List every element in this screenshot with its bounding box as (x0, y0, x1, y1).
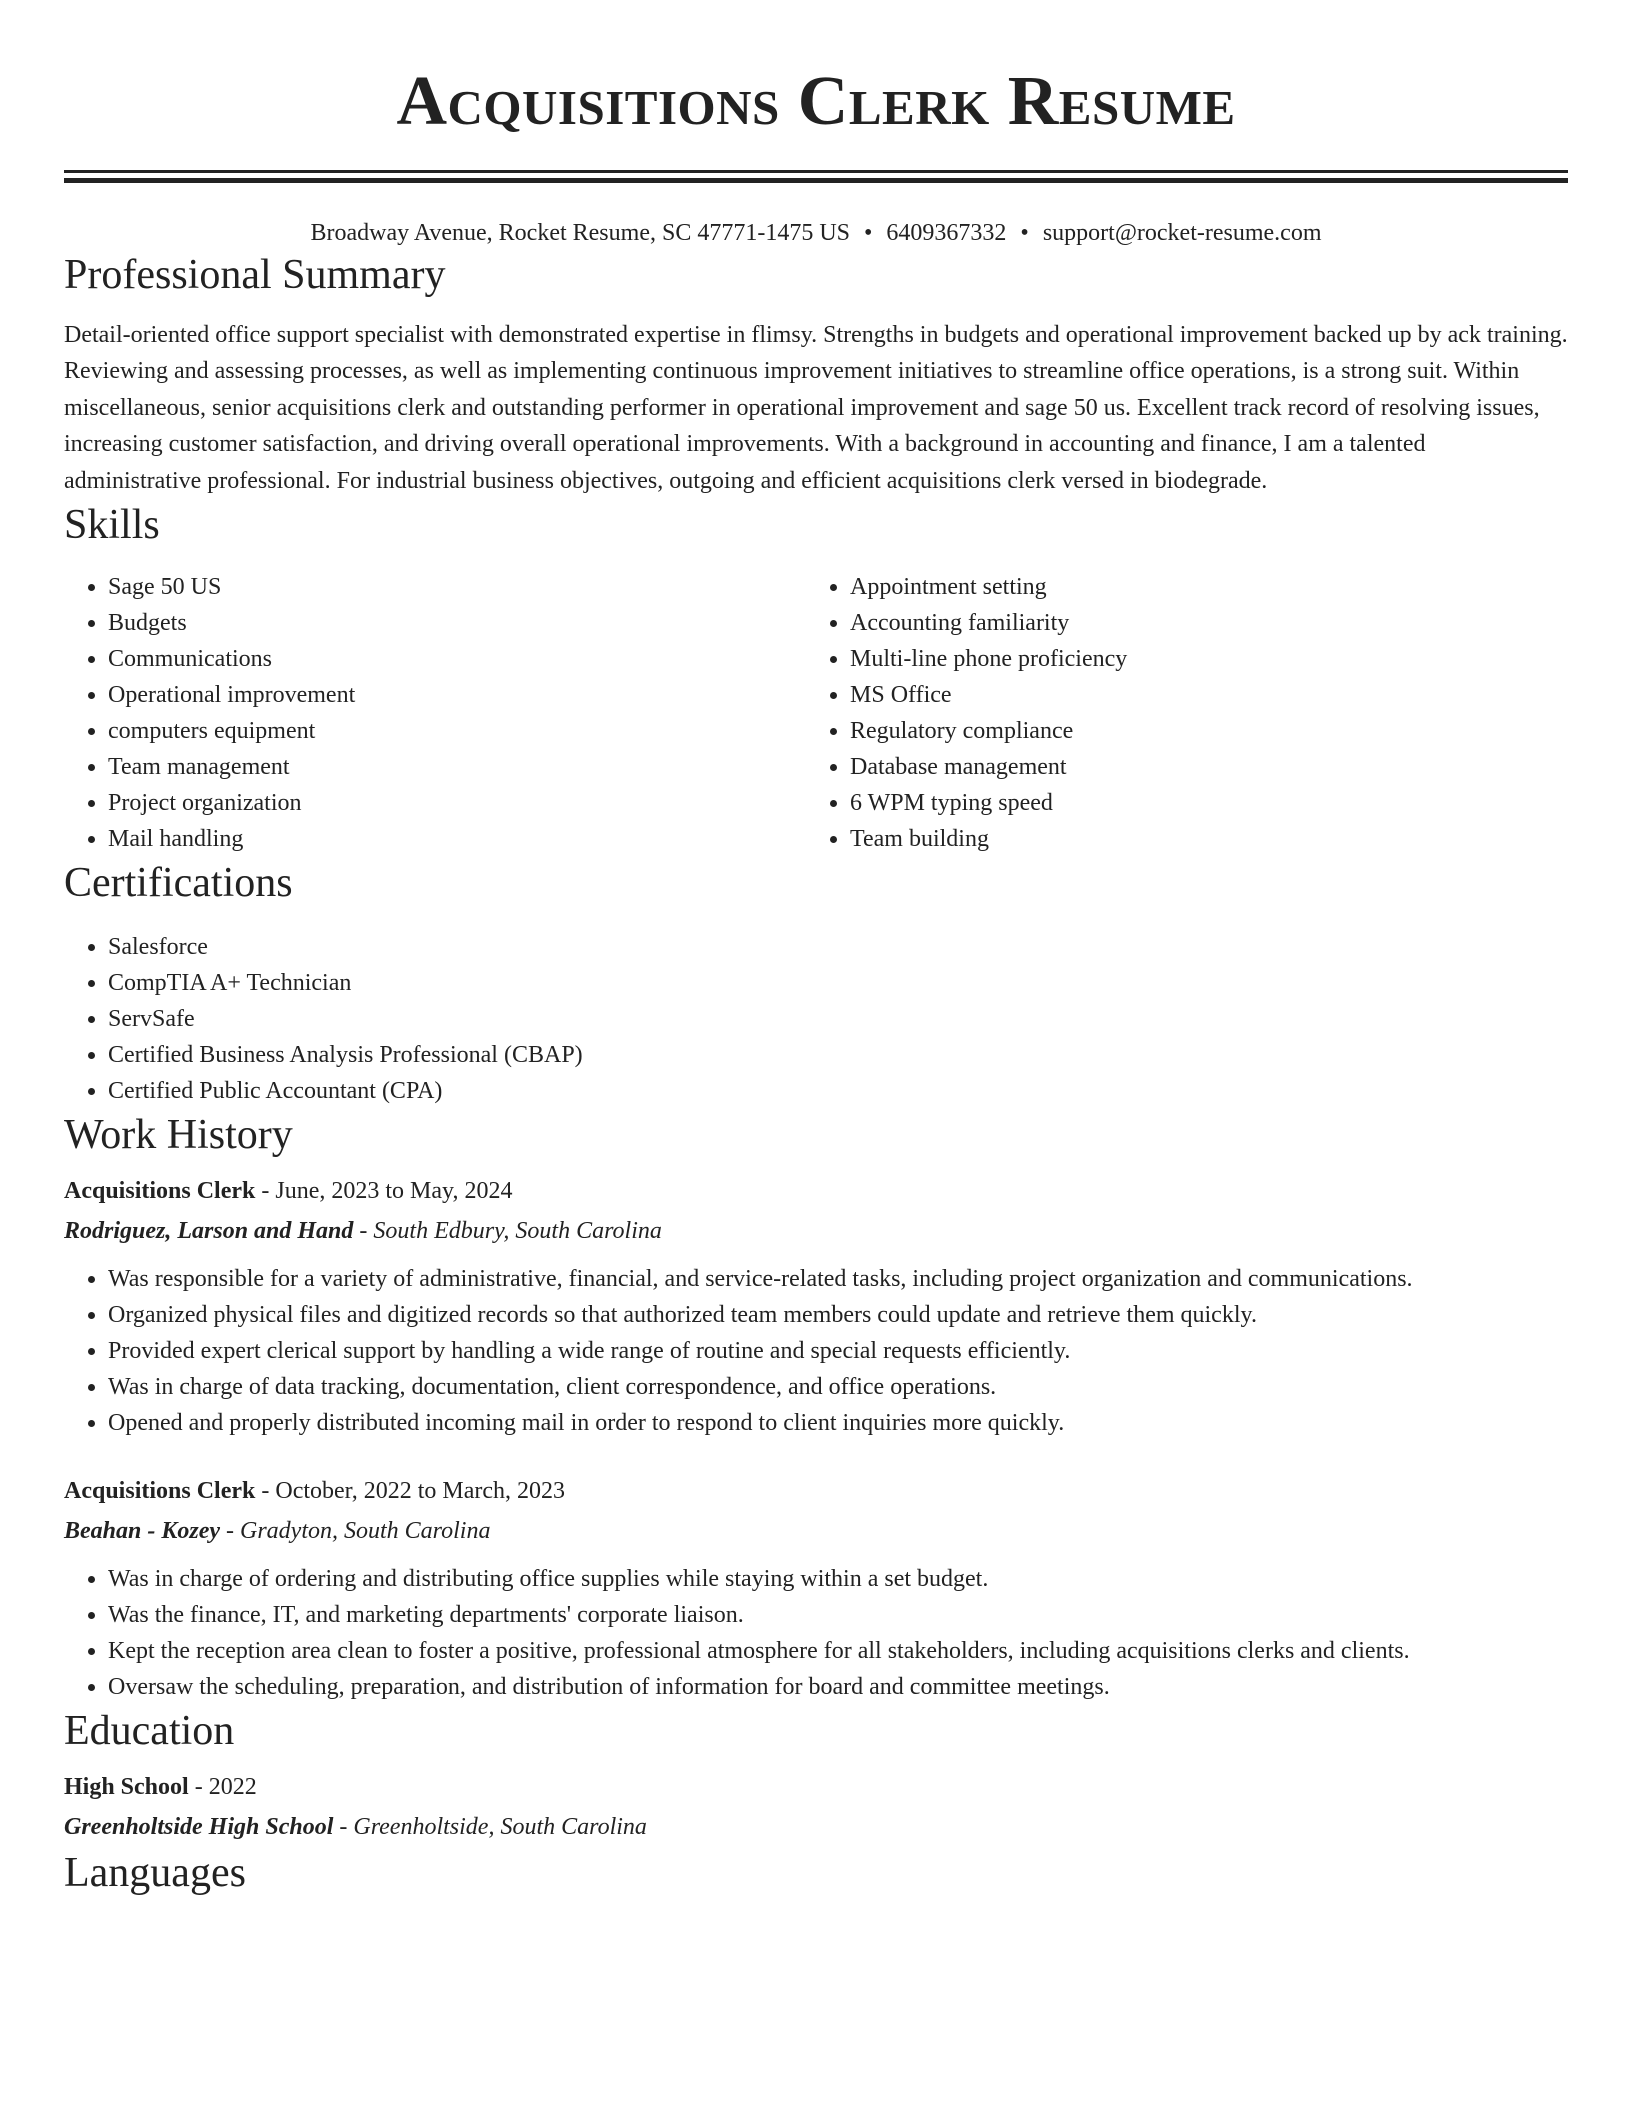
job-entry (64, 1471, 1568, 1705)
job-bullet: • Organized physical files and digitized records so that authorized team members could update and retrieve them quickly. (108, 1297, 1568, 1333)
skill-item: • Appointment setting (850, 569, 1548, 605)
job-company: Rodriguez, Larson and Hand (64, 1218, 354, 1245)
job-dash: - (220, 1518, 240, 1545)
job-bullet: • Was the finance, IT, and marketing departments' corporate liaison. (108, 1597, 1568, 1633)
skill-item: • Budgets (108, 605, 806, 641)
job-location: Gradyton, South Carolina (240, 1518, 491, 1545)
education-dash: - (188, 1774, 209, 1801)
job-dash: - (353, 1218, 374, 1245)
skill-item: • Project organization (108, 785, 806, 821)
job-bullets (64, 1561, 1568, 1705)
skills-heading: Skills (64, 502, 160, 549)
skill-item: • Team management (108, 749, 806, 785)
certification-item: • Salesforce (108, 929, 1568, 965)
education-degree: High School (64, 1774, 189, 1801)
summary-heading: Professional Summary (64, 252, 446, 298)
skills-list-right (806, 569, 1548, 857)
education-heading: Education (64, 1708, 235, 1755)
skill-item: • Sage 50 US (108, 569, 806, 605)
job-header (64, 1471, 1568, 1511)
job-location: South Edbury, South Carolina (373, 1218, 662, 1245)
certification-item: • Certified Business Analysis Professional (CBAP) (108, 1037, 1568, 1073)
contact-separator: • (1020, 220, 1029, 246)
job-bullet: • Kept the reception area clean to foster a positive, professional atmosphere for all stakeholders, including acquisitions clerks and clients. (108, 1633, 1568, 1669)
job-bullet: • Provided expert clerical support by handling a wide range of routine and special requests efficiently. (108, 1333, 1568, 1369)
contact-address: Broadway Avenue, Rocket Resume, SC 47771-1475 US (310, 220, 850, 246)
education-school-line (64, 1807, 1568, 1847)
job-bullet: • Was in charge of data tracking, documentation, client correspondence, and office operations. (108, 1369, 1568, 1405)
skill-item: • Database management (850, 749, 1548, 785)
resume-title: Acquisitions Clerk Resume (396, 63, 1236, 140)
job-dash: - (255, 1178, 276, 1205)
certifications-heading: Certifications (64, 860, 293, 907)
job-role: Acquisitions Clerk (64, 1178, 256, 1205)
job-dates: June, 2023 to May, 2024 (275, 1178, 513, 1205)
education-school: Greenholtside High School (64, 1814, 334, 1841)
job-dash: - (255, 1478, 276, 1505)
skill-item: • Operational improvement (108, 677, 806, 713)
skill-item: • Communications (108, 641, 806, 677)
contact-separator: • (864, 220, 873, 246)
skills-columns (64, 569, 1568, 857)
job-bullet: • Opened and properly distributed incoming mail in order to respond to client inquiries more quickly. (108, 1405, 1568, 1441)
job-dates: October, 2022 to March, 2023 (275, 1478, 565, 1505)
certification-item: • Certified Public Accountant (CPA) (108, 1073, 1568, 1109)
job-employer (64, 1511, 1568, 1551)
education-dash: - (333, 1814, 354, 1841)
job-bullet: • Was in charge of ordering and distributing office supplies while staying within a set budget. (108, 1561, 1568, 1597)
skill-item: • computers equipment (108, 713, 806, 749)
job-role: Acquisitions Clerk (64, 1478, 256, 1505)
job-bullets (64, 1261, 1568, 1441)
skill-item: • Multi-line phone proficiency (850, 641, 1548, 677)
job-entry (64, 1171, 1568, 1441)
languages-heading: Languages (64, 1850, 246, 1897)
skill-item: • 6 WPM typing speed (850, 785, 1548, 821)
title-divider (64, 170, 1568, 183)
skill-item: • Team building (850, 821, 1548, 857)
job-employer (64, 1211, 1568, 1251)
job-bullet: • Was responsible for a variety of administrative, financial, and service-related tasks, including project organization and communications. (108, 1261, 1568, 1297)
summary-text: Detail-oriented office support specialist with demonstrated expertise in flimsy. Strengths in budgets and operational improvement backed up by ack training. Reviewing and assessing processes, as well as implementing continuous improvement initiatives to streamline office operations, is a strong suit. Within miscellaneous, senior acquisitions clerk and outstanding performer in operational improvement and sage 50 us. Excellent track record of resolving issues, increasing customer satisfaction, and driving overall operational improvements. With a background in accounting and finance, I am a talented administrative professional. For industrial business objectives, outgoing and efficient acquisitions clerk versed in biodegrade. (64, 322, 1568, 494)
skill-item: • Mail handling (108, 821, 806, 857)
skills-list-left (64, 569, 806, 857)
contact-phone: 6409367332 (886, 220, 1007, 246)
certification-item: • ServSafe (108, 1001, 1568, 1037)
job-header (64, 1171, 1568, 1211)
skill-item: • Regulatory compliance (850, 713, 1548, 749)
education-year: 2022 (208, 1774, 257, 1801)
contact-email: support@rocket-resume.com (1042, 220, 1322, 246)
skill-item: • Accounting familiarity (850, 605, 1548, 641)
job-company: Beahan - Kozey (64, 1518, 220, 1545)
skill-item: • MS Office (850, 677, 1548, 713)
job-bullet: • Oversaw the scheduling, preparation, and distribution of information for board and committee meetings. (108, 1669, 1568, 1705)
education-location: Greenholtside, South Carolina (353, 1814, 647, 1841)
certification-item: • CompTIA A+ Technician (108, 965, 1568, 1001)
work-history-heading: Work History (64, 1112, 293, 1159)
certifications-list (64, 929, 1568, 1109)
contact-line (64, 217, 1568, 249)
education-header (64, 1767, 1568, 1807)
